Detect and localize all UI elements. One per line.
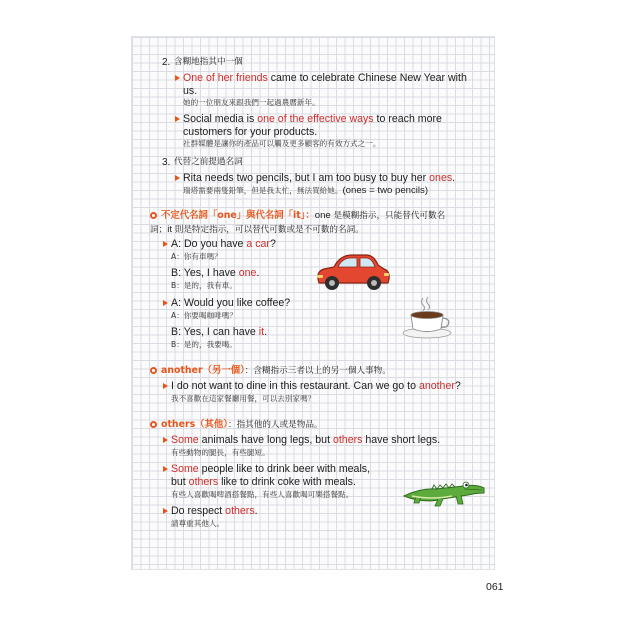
section-bullet-icon xyxy=(150,367,157,374)
arrow-bullet-icon xyxy=(175,175,180,181)
car-illustration xyxy=(314,251,392,293)
translation: 請尊重其他人。 xyxy=(171,519,225,528)
example-sentence: One of her friends came to celebrate Chinese New Year with xyxy=(183,72,467,84)
arrow-bullet-icon xyxy=(163,383,168,389)
example-sentence: Some people like to drink beer with meals, xyxy=(171,463,371,475)
translation: A：你要喝咖啡嗎？ xyxy=(171,311,237,320)
one-it-description: 詞；it 則是特定指示，可以替代可數或是不可數的名詞。 xyxy=(150,224,364,235)
coffee-cup-illustration xyxy=(401,296,455,340)
example-sentence-cont: us. xyxy=(183,85,198,97)
dialog-answer: B: Yes, I can have it. xyxy=(171,326,268,338)
page-number: 061 xyxy=(486,581,504,593)
example-sentence: I do not want to dine in this restaurant. Can we go to another? xyxy=(171,380,461,392)
crocodile-illustration xyxy=(402,474,486,510)
example-sentence: Do respect others. xyxy=(171,505,258,517)
section-number: 3. xyxy=(162,157,171,168)
arrow-bullet-icon xyxy=(175,75,180,81)
translation: 有些動物的腿長，有些腿短。 xyxy=(171,448,270,457)
section-bullet-icon xyxy=(150,421,157,428)
arrow-bullet-icon xyxy=(163,508,168,514)
arrow-bullet-icon xyxy=(163,300,168,306)
section-title: 代替之前提過名詞 xyxy=(174,157,243,167)
section-bullet-icon xyxy=(150,212,157,219)
translation: 有些人喜歡喝啤酒搭餐點，有些人喜歡喝可樂搭餐點。 xyxy=(171,490,354,499)
section-title: 含糊地指其中一個 xyxy=(174,57,243,67)
arrow-bullet-icon xyxy=(163,241,168,247)
translation: 我不喜歡在這家餐廳用餐，可以去別家嗎？ xyxy=(171,394,316,403)
example-sentence-cont: but others like to drink coke with meals. xyxy=(171,476,356,488)
translation: A：你有車嗎？ xyxy=(171,252,222,261)
translation: B：是的，我有車。 xyxy=(171,281,237,290)
dialog-question: A: Do you have a car? xyxy=(171,238,276,250)
translation: B：是的，我要喝。 xyxy=(171,340,237,349)
example-sentence: Social media is one of the effective ways to reach more xyxy=(183,113,442,125)
translation: 瑞塔需要兩隻鉛筆，但是我太忙，無法買給她。(ones = two pencils) xyxy=(183,185,429,196)
dialog-question: A: Would you like coffee? xyxy=(171,297,291,309)
example-sentence-cont: customers for your products. xyxy=(183,126,318,138)
example-sentence: Rita needs two pencils, but I am too busy to buy her ones. xyxy=(183,172,456,184)
another-heading-line: another（另一個）：含糊指示三者以上的另一個人事物。 xyxy=(161,365,391,376)
arrow-bullet-icon xyxy=(163,437,168,443)
arrow-bullet-icon xyxy=(163,466,168,472)
others-heading-line: others（其他）：指其他的人或是物品。 xyxy=(161,419,323,430)
section-number: 2. xyxy=(162,57,171,68)
one-it-heading-line: 不定代名詞「one」與代名詞「it」：one 是模糊指示，只能替代可數名 xyxy=(161,210,446,221)
translation: 她的一位朋友來跟我們一起過農曆新年。 xyxy=(183,98,320,107)
dialog-answer: B: Yes, I have one. xyxy=(171,267,260,279)
arrow-bullet-icon xyxy=(175,116,180,122)
translation: 社群媒體是讓你的產品可以觸及更多顧客的有效方式之一。 xyxy=(183,139,381,148)
example-sentence: Some animals have long legs, but others have short legs. xyxy=(171,434,441,446)
